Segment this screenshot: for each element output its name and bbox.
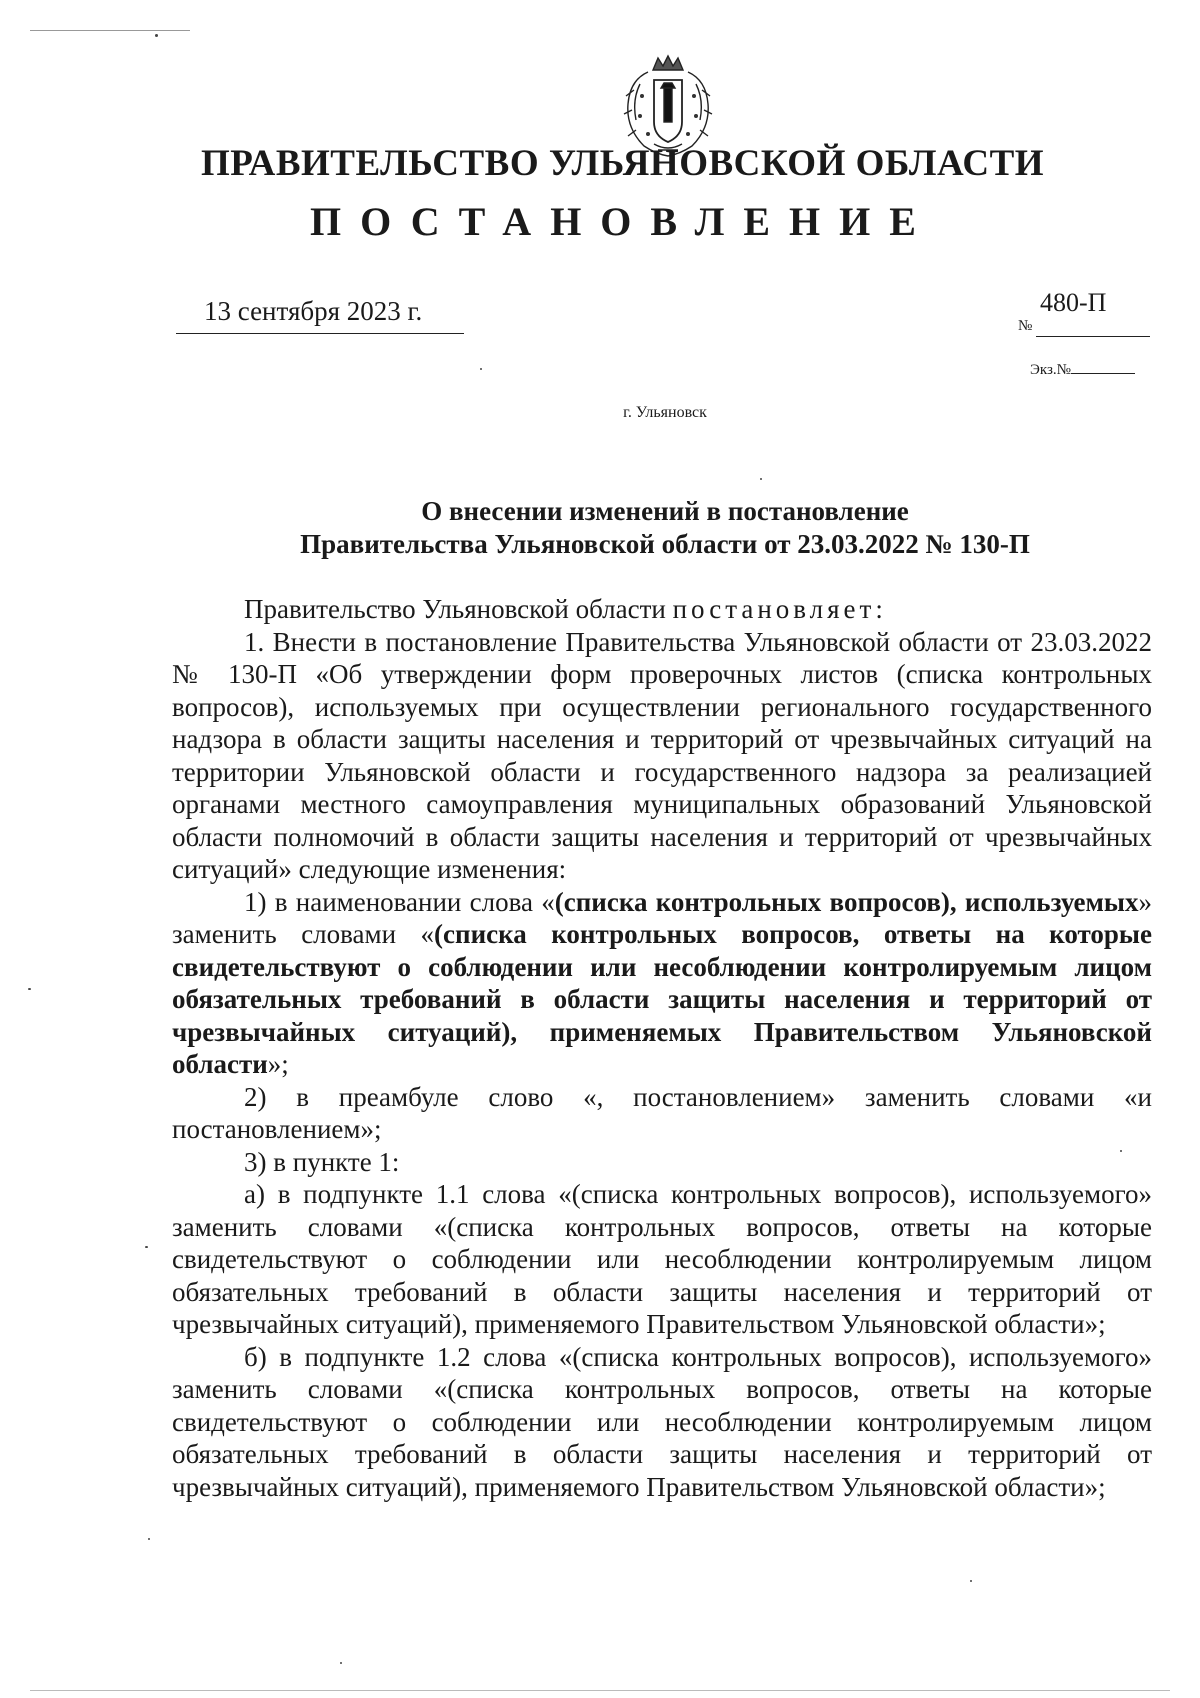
paragraph-subitem-2: 2) в преамбуле слово «, постановлением» заменить словами «и постановлением»; (172, 1081, 1152, 1144)
scan-speck (970, 1580, 972, 1582)
text-run: » заменить словами « (172, 886, 1152, 949)
subject-line-2: Правительства Ульяновской области от 23.03.2022 № 130-П (300, 529, 1030, 559)
bold-text-run: (списка контрольных вопросов), используемых (554, 886, 1139, 917)
paragraph-subitem-3a: а) в подпункте 1.1 слова «(списка контрольных вопросов), используемого» заменить словами «(списка контрольных вопросов, ответы на которые свидетельствуют о соблюдении или несоблюдении контролируемым лицом обязательных требований в области защиты населения и территорий от чрезвычайных ситуаций), применяемого Правительством Ульяновской области»; (172, 1179, 1152, 1339)
paragraph-subitem-3b: б) в подпункте 1.2 слова «(списка контрольных вопросов), используемого» заменить словами «(списка контрольных вопросов, ответы на которые свидетельствуют о соблюдении или несоблюдении контролируемым лицом обязательных требований в области защиты населения и территорий от чрезвычайных ситуаций), применяемого Правительством Ульяновской области»; (172, 1341, 1152, 1502)
document-subject (0, 495, 1200, 561)
text-run: 1) в наименовании слова « (244, 886, 555, 917)
government-title: ПРАВИТЕЛЬСТВО УЛЬЯНОВСКОЙ ОБЛАСТИ (200, 143, 1045, 184)
copy-number-underline (1071, 373, 1135, 374)
document-date: 13 сентября 2023 г. (204, 296, 423, 326)
scan-speck (145, 1246, 148, 1248)
scan-edge-mark (30, 30, 190, 31)
copy-number-label: Экз.№ (1030, 362, 1071, 378)
scan-speck (1120, 1150, 1122, 1152)
city-label: г. Ульяновск (623, 404, 707, 421)
paragraph-subitem-3: 3) в пункте 1: (244, 1146, 400, 1177)
bold-text-run: (списка контрольных вопросов, ответы на которые свидетельствуют о соблюдении или несоблюдении контролируемым лицом обязательных требований в области защиты населения и территорий от чрезвычайных ситуаций), применяемых Правительством Ульяновской области (172, 919, 1152, 1079)
document-body (172, 593, 1152, 1503)
scan-speck (760, 478, 762, 480)
number-underline (1036, 336, 1150, 337)
scan-speck (28, 988, 31, 990)
decree-word: постановляет (672, 594, 876, 624)
preamble-text: Правительство Ульяновской области (244, 594, 673, 624)
document-number: 480-П (1040, 288, 1107, 317)
number-sign-label: № (1018, 318, 1033, 334)
subject-line-1: О внесении изменений в постановление (421, 496, 909, 526)
text-run: »; (267, 1049, 289, 1079)
scan-edge-mark (30, 1690, 1170, 1691)
paragraph-item-1: 1. Внести в постановление Правительства Ульяновской области от 23.03.2022 № 130-П «Об утверждении форм проверочных листов (списка контрольных вопросов), используемых при осуществлении регионального государственного надзора в области защиты населения и территорий от чрезвычайных ситуаций на территории Ульяновской области и государственного надзора за реализацией органами местного самоуправления муниципальных образований Ульяновской области полномочий в области защиты населения и территорий от чрезвычайных ситуаций» следующие изменения: (172, 626, 1152, 884)
scan-speck (155, 34, 158, 37)
scan-speck (340, 1662, 342, 1664)
scan-speck (148, 1538, 150, 1540)
date-block (176, 296, 464, 334)
copy-number-block (1030, 362, 1135, 379)
date-underline (176, 333, 464, 334)
scan-speck (480, 368, 482, 370)
paragraph-subitem-1 (172, 886, 1152, 1081)
preamble-paragraph (172, 593, 1152, 626)
document-type-title: ПОСТАНОВЛЕНИЕ (310, 199, 935, 244)
preamble-end: : (875, 594, 883, 624)
